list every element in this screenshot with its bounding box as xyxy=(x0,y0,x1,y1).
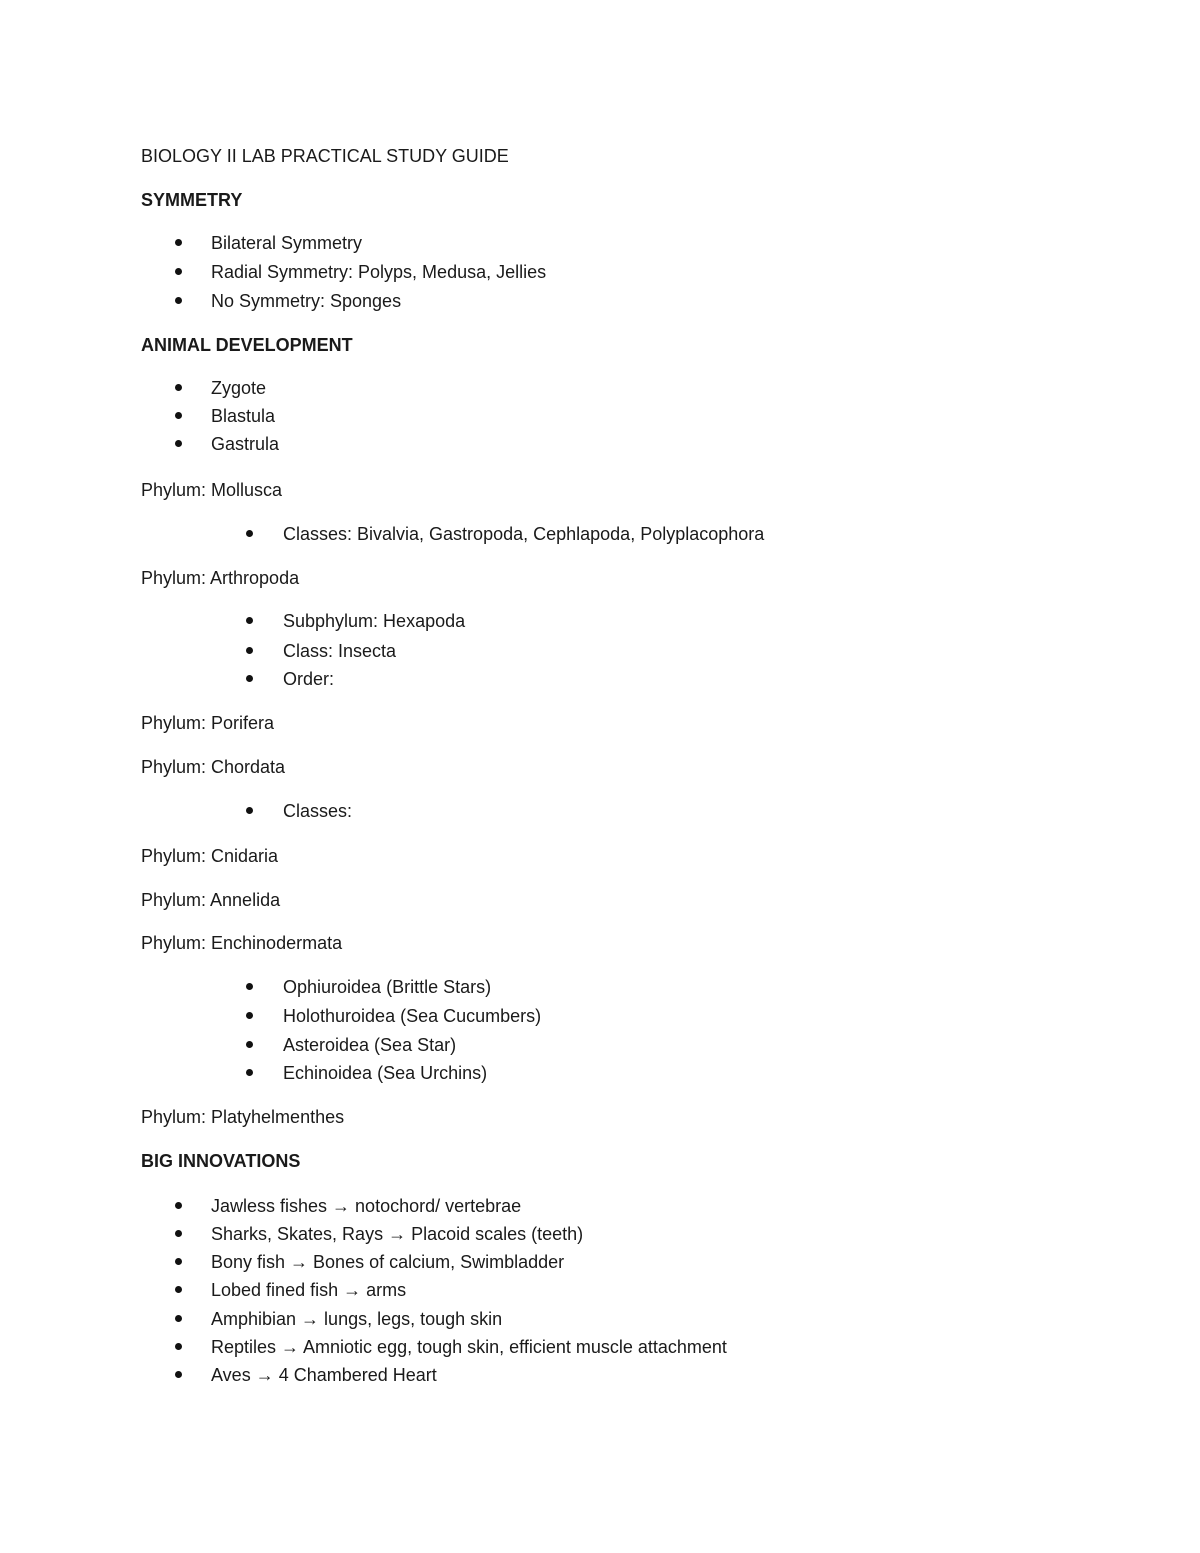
bullet-icon xyxy=(175,1315,182,1322)
bullet-icon xyxy=(175,1230,182,1237)
bullet-icon xyxy=(175,268,182,275)
phylum-mollusca-heading: Phylum: Mollusca xyxy=(141,480,283,500)
list-item-text: Jawless fishes → notochord/ vertebrae xyxy=(211,1196,522,1216)
bullet-icon xyxy=(246,1069,253,1076)
innovations-heading: BIG INNOVATIONS xyxy=(141,1151,301,1171)
bullet-icon xyxy=(175,1343,182,1350)
document-title: BIOLOGY II LAB PRACTICAL STUDY GUIDE xyxy=(141,146,509,166)
bullet-icon xyxy=(246,983,253,990)
phylum-enchinodermata-heading: Phylum: Enchinodermata xyxy=(141,933,343,953)
symmetry-heading: SYMMETRY xyxy=(141,190,243,210)
list-item-text: Lobed fined fish → arms xyxy=(211,1280,407,1300)
list-item-text: Reptiles → Amniotic egg, tough skin, efficient muscle attachment xyxy=(211,1337,727,1357)
list-item-text: Ophiuroidea (Brittle Stars) xyxy=(283,977,492,997)
list-item-text: Subphylum: Hexapoda xyxy=(283,611,466,631)
bullet-icon xyxy=(246,675,253,682)
bullet-icon xyxy=(175,1286,182,1293)
list-item-text: No Symmetry: Sponges xyxy=(211,291,402,311)
bullet-icon xyxy=(246,1012,253,1019)
phylum-chordata-heading: Phylum: Chordata xyxy=(141,757,286,777)
bullet-icon xyxy=(175,239,182,246)
bullet-icon xyxy=(246,530,253,537)
bullet-icon xyxy=(175,1202,182,1209)
list-item-text: Asteroidea (Sea Star) xyxy=(283,1035,457,1055)
bullet-icon xyxy=(175,1258,182,1265)
list-item-text: Amphibian → lungs, legs, tough skin xyxy=(211,1309,503,1329)
list-item-text: Bony fish → Bones of calcium, Swimbladder xyxy=(211,1252,565,1272)
bullet-icon xyxy=(175,412,182,419)
list-item-text: Blastula xyxy=(211,406,276,426)
list-item-text: Holothuroidea (Sea Cucumbers) xyxy=(283,1006,542,1026)
bullet-icon xyxy=(175,440,182,447)
list-item-text: Gastrula xyxy=(211,434,280,454)
phylum-arthropoda-heading: Phylum: Arthropoda xyxy=(141,568,300,588)
bullet-icon xyxy=(175,1371,182,1378)
bullet-icon xyxy=(246,617,253,624)
list-item-text: Radial Symmetry: Polyps, Medusa, Jellies xyxy=(211,262,547,282)
phylum-platyhelmenthes-heading: Phylum: Platyhelmenthes xyxy=(141,1107,345,1127)
bullet-icon xyxy=(246,1041,253,1048)
list-item-text: Sharks, Skates, Rays → Placoid scales (teeth) xyxy=(211,1224,584,1244)
bullet-icon xyxy=(175,297,182,304)
list-item-text: Class: Insecta xyxy=(283,641,397,661)
list-item-text: Classes: xyxy=(283,801,353,821)
development-heading: ANIMAL DEVELOPMENT xyxy=(141,335,353,355)
list-item-text: Echinoidea (Sea Urchins) xyxy=(283,1063,488,1083)
bullet-icon xyxy=(246,647,253,654)
phylum-porifera-heading: Phylum: Porifera xyxy=(141,713,275,733)
list-item-text: Classes: Bivalvia, Gastropoda, Cephlapoda, Polyplacophora xyxy=(283,524,765,544)
list-item-text: Bilateral Symmetry xyxy=(211,233,363,253)
phylum-annelida-heading: Phylum: Annelida xyxy=(141,890,281,910)
bullet-icon xyxy=(246,807,253,814)
list-item-text: Order: xyxy=(283,669,335,689)
phylum-cnidaria-heading: Phylum: Cnidaria xyxy=(141,846,279,866)
list-item-text: Zygote xyxy=(211,378,267,398)
list-item-text: Aves → 4 Chambered Heart xyxy=(211,1365,437,1385)
bullet-icon xyxy=(175,384,182,391)
